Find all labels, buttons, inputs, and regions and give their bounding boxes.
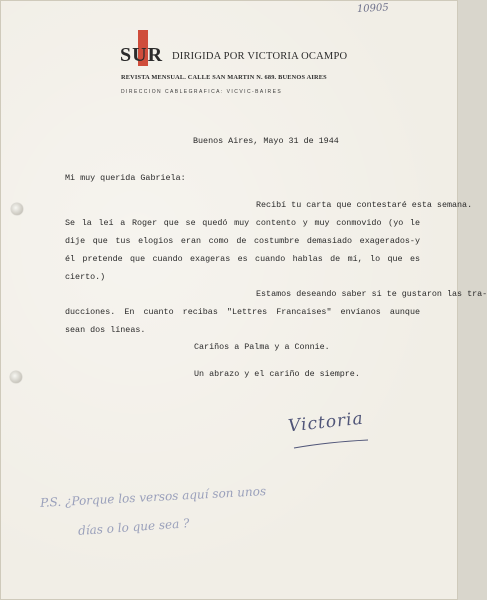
salutation: Mi muy querida Gabriela: — [65, 173, 186, 183]
punch-hole-bottom — [10, 371, 22, 383]
letterhead-cable-address: DIRECCION CABLEGRAFICA: VICVIC-BAIRES — [121, 89, 283, 95]
paragraph-1 — [65, 196, 473, 286]
punch-hole-top — [11, 203, 23, 215]
paragraph-2-line: Estamos deseando saber si te gustaron las tra- — [256, 289, 487, 299]
paragraph-2-line: ducciones. En cuanto recibas "Lettres Francaises" envíanos aunque — [65, 307, 420, 317]
letterhead-direction: DIRIGIDA POR VICTORIA OCAMPO — [172, 51, 348, 62]
postscript-line-1: P.S. ¿Porque los versos aquí son unos — [39, 484, 267, 510]
signature-underline — [288, 412, 374, 456]
paragraph-1-line: Se la leí a Roger que se quedó muy contento y muy conmovido (yo le — [65, 218, 420, 228]
letter-date: Buenos Aires, Mayo 31 de 1944 — [193, 136, 339, 146]
letterhead-address: REVISTA MENSUAL. CALLE SAN MARTIN N. 689. BUENOS AIRES — [121, 74, 327, 81]
paragraph-1-line: él pretende que cuando exageras es cuando hablas de mí, lo que es — [65, 254, 420, 264]
paragraph-1-line: dije que tus elogios eran como de costumbre demasiado exagerados-y — [65, 236, 420, 246]
handwritten-signature — [287, 408, 374, 456]
postscript-line-2: días o lo que sea ? — [77, 516, 190, 538]
paragraph-1-line: cierto.) — [65, 272, 106, 282]
paragraph-2 — [65, 285, 487, 339]
paragraph-1-line: Recibí tu carta que contestaré esta semana. — [256, 200, 473, 210]
paragraph-2-line: sean dos líneas. — [65, 325, 146, 335]
archive-number: 10905 — [356, 2, 390, 16]
closing-embrace: Un abrazo y el cariño de siempre. — [194, 369, 360, 379]
sur-logo: SUR — [120, 44, 164, 66]
signature-text: Victoria — [287, 408, 365, 437]
closing-greeting: Cariños a Palma y a Connie. — [194, 342, 330, 352]
